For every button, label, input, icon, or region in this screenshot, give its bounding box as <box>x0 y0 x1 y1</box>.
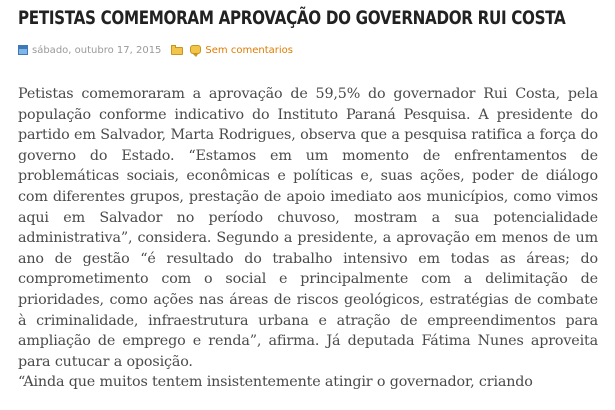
post-body <box>18 84 598 393</box>
comment-icon <box>190 45 201 54</box>
post-date: sábado, outubro 17, 2015 <box>32 44 162 56</box>
calendar-icon <box>18 45 28 55</box>
folder-icon[interactable] <box>171 47 183 55</box>
post-title[interactable]: PETISTAS COMEMORAM APROVAÇÃO DO GOVERNADOR RUI COSTA <box>18 8 566 29</box>
post-paragraph: Petistas comemoraram a aprovação de 59,5% do governador Rui Costa, pela população conforme indicativo do Instituto Paraná Pesquisa. A presidente do partido em Salvador, Marta Rodrigues, observa que a pesquisa ratifica a força do governo do Estado. “Estamos em um momento de enfrentamentos de problemáticas sociais, econômicas e políticas e, suas ações, poder de diálogo com diferentes grupos, prestação de apoio imediato aos municípios, como vimos aqui em Salvador no período chuvoso, mostram a sua potencialidade administrativa”, considera. Segundo a presidente, a aprovação em menos de um ano de gestão “é resultado do trabalho intensivo em todas as áreas; do comprometimento com o social e principalmente com a delimitação de prioridades, como ações nas áreas de riscos geológicos, estratégias de combate à criminalidade, infraestrutura urbana e atração de empreendimentos para ampliação de emprego e renda”, afirma. Já deputada Fátima Nunes aproveita para cutucar a oposição. <box>18 86 598 370</box>
post-paragraph: “Ainda que muitos tentem insistentemente atingir o governador, criando <box>18 374 533 391</box>
comments-link[interactable]: Sem comentarios <box>205 44 293 56</box>
post-meta <box>18 43 293 57</box>
